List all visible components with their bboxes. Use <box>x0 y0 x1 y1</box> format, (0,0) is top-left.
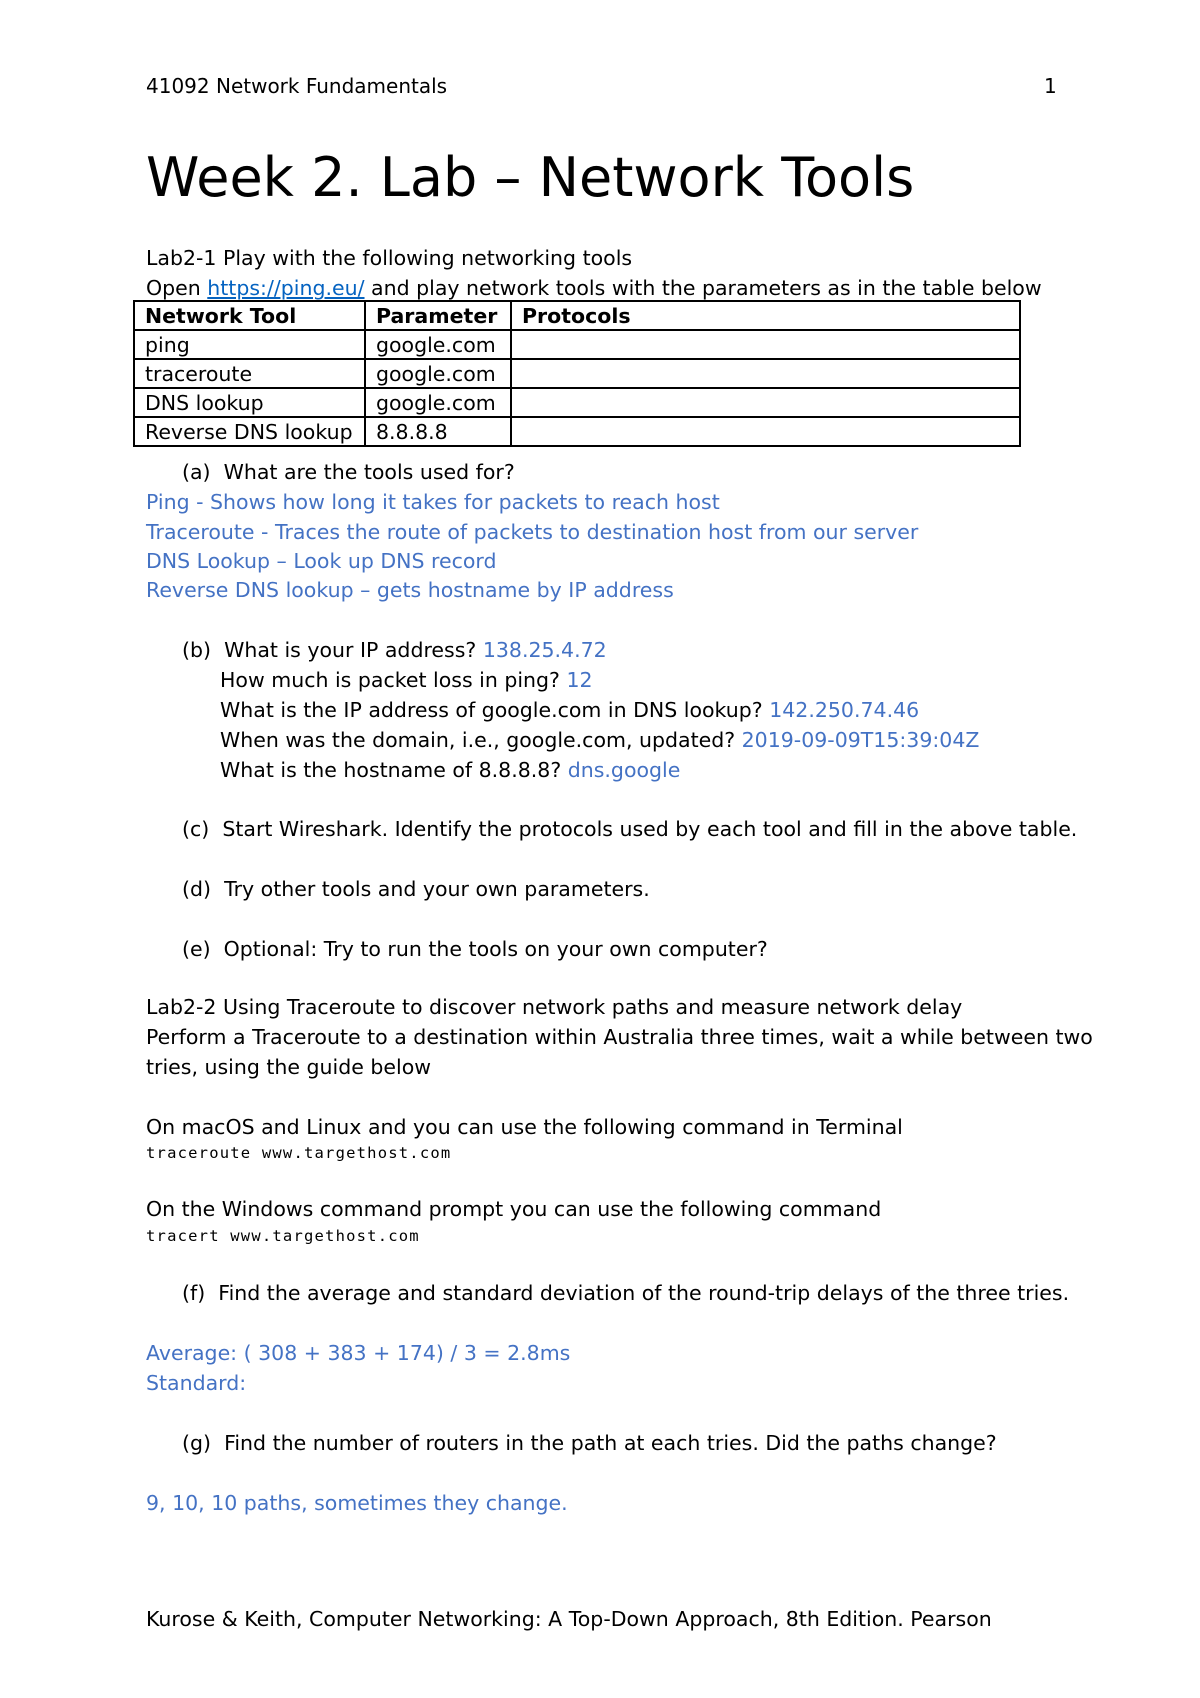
cell-protocols[interactable] <box>511 417 1020 446</box>
question-f <box>182 1279 1069 1307</box>
answer-f-standard: Standard: <box>146 1371 247 1395</box>
question-d <box>182 875 650 903</box>
question-label: (b) <box>182 638 212 662</box>
open-prefix: Open <box>146 276 208 300</box>
answer-g: 9, 10, 10 paths, sometimes they change. <box>146 1491 568 1515</box>
question-c <box>182 815 1077 843</box>
lab2-heading: Lab2-2 Using Traceroute to discover network paths and measure network delay <box>146 995 963 1019</box>
windows-text: On the Windows command prompt you can use the following command <box>146 1197 882 1221</box>
question-label: (a) <box>182 460 211 484</box>
question-e <box>182 935 768 963</box>
header-course: 41092 Network Fundamentals <box>146 74 448 98</box>
table-row <box>134 417 1020 446</box>
question-text: How much is packet loss in ping? <box>220 668 567 692</box>
question-text: What are the tools used for? <box>223 460 515 484</box>
question-text: Try other tools and your own parameters. <box>224 877 650 901</box>
question-a <box>182 458 515 486</box>
answer-text: 12 <box>566 668 593 692</box>
question-label: (g) <box>182 1431 212 1455</box>
cell-parameter: google.com <box>365 388 511 417</box>
question-text: Find the number of routers in the path at each tries. Did the paths change? <box>224 1431 997 1455</box>
answer-f-average: Average: ( 308 + 383 + 174) / 3 = 2.8ms <box>146 1341 571 1365</box>
lab1-open-line <box>146 274 1042 302</box>
cell-protocols[interactable] <box>511 388 1020 417</box>
lab2-intro-line-1: Perform a Traceroute to a destination within Australia three times, wait a while between two <box>146 1025 1093 1049</box>
answer-a-dns: DNS Lookup – Look up DNS record <box>146 549 497 573</box>
header-network-tool: Network Tool <box>134 301 365 330</box>
cell-parameter: google.com <box>365 359 511 388</box>
cell-tool: traceroute <box>134 359 365 388</box>
network-tools-table <box>133 300 1021 447</box>
question-text: What is the IP address of google.com in DNS lookup? <box>220 698 770 722</box>
header-parameter: Parameter <box>365 301 511 330</box>
mac-linux-command: traceroute www.targethost.com <box>146 1144 452 1162</box>
cell-parameter: 8.8.8.8 <box>365 417 511 446</box>
question-b-2 <box>220 666 593 694</box>
answer-a-ping: Ping - Shows how long it takes for packets to reach host <box>146 490 720 514</box>
table-row <box>134 388 1020 417</box>
question-b-1 <box>182 636 607 664</box>
header-page-number: 1 <box>1044 74 1057 98</box>
windows-command: tracert www.targethost.com <box>146 1227 420 1245</box>
header-protocols: Protocols <box>511 301 1020 330</box>
question-label: (c) <box>182 817 210 841</box>
question-label: (e) <box>182 937 211 961</box>
page-title: Week 2. Lab – Network Tools <box>146 146 915 209</box>
question-text: Find the average and standard deviation of the round-trip delays of the three tries. <box>218 1281 1070 1305</box>
open-suffix: and play network tools with the parameters as in the table below <box>364 276 1042 300</box>
question-b-4 <box>220 726 979 754</box>
answer-text: dns.google <box>567 758 681 782</box>
question-text: When was the domain, i.e., google.com, updated? <box>220 728 742 752</box>
ping-eu-link[interactable]: https://ping.eu/ <box>207 276 365 300</box>
answer-text: 142.250.74.46 <box>769 698 920 722</box>
footer-reference: Kurose & Keith, Computer Networking: A Top-Down Approach, 8th Edition. Pearson <box>146 1607 992 1631</box>
answer-text: 2019-09-09T15:39:04Z <box>741 728 980 752</box>
cell-protocols[interactable] <box>511 330 1020 359</box>
cell-protocols[interactable] <box>511 359 1020 388</box>
answer-text: 138.25.4.72 <box>482 638 607 662</box>
cell-tool: ping <box>134 330 365 359</box>
question-label: (f) <box>182 1281 206 1305</box>
question-text: Optional: Try to run the tools on your own computer? <box>223 937 768 961</box>
question-text: What is your IP address? <box>224 638 483 662</box>
table-header-row <box>134 301 1020 330</box>
question-text: What is the hostname of 8.8.8.8? <box>220 758 568 782</box>
answer-a-traceroute: Traceroute - Traces the route of packets to destination host from our server <box>146 520 919 544</box>
answer-a-reverse-dns: Reverse DNS lookup – gets hostname by IP address <box>146 578 674 602</box>
cell-tool: Reverse DNS lookup <box>134 417 365 446</box>
question-label: (d) <box>182 877 212 901</box>
question-text: Start Wireshark. Identify the protocols used by each tool and fill in the above table. <box>222 817 1078 841</box>
table-row <box>134 330 1020 359</box>
table-row <box>134 359 1020 388</box>
mac-linux-text: On macOS and Linux and you can use the following command in Terminal <box>146 1115 903 1139</box>
cell-parameter: google.com <box>365 330 511 359</box>
lab1-heading: Lab2-1 Play with the following networking tools <box>146 246 633 270</box>
question-b-3 <box>220 696 919 724</box>
cell-tool: DNS lookup <box>134 388 365 417</box>
lab2-intro-line-2: tries, using the guide below <box>146 1055 432 1079</box>
question-g <box>182 1429 997 1457</box>
question-b-5 <box>220 756 680 784</box>
